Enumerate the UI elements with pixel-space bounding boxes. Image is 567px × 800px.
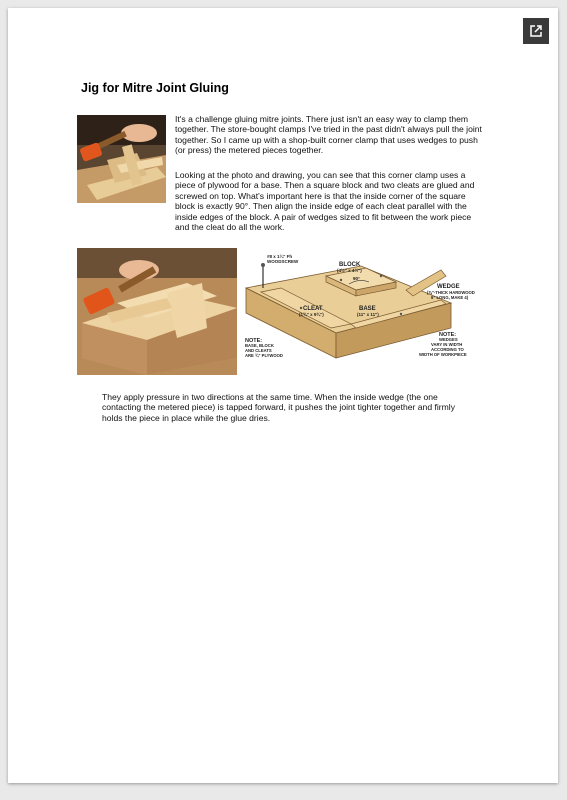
document-title: Jig for Mitre Joint Gluing <box>81 81 229 95</box>
cleat-label: CLEAT <box>303 306 323 312</box>
paragraph-intro: It's a challenge gluing mitre joints. There just isn't an easy way to clamp them together. The store-bought clamps I've tried in the past didn't always pull the joint together. So I came up with a shop-built corner clamp that uses wedges to push (or press) the metered pieces together. <box>175 114 482 156</box>
base-dimensions: (11" x 11") <box>357 312 379 317</box>
note-left-line-1: BASE, BLOCK <box>245 343 274 348</box>
jig-drawing <box>241 248 481 375</box>
note-right-line-2: VARY IN WIDTH <box>431 342 463 347</box>
wedge-label: WEDGE <box>437 284 460 290</box>
note-right-line-3: ACCORDING TO <box>431 347 464 352</box>
document-page <box>8 8 558 783</box>
photo-mallet-closeup <box>77 115 166 203</box>
external-link-icon <box>529 24 543 38</box>
block-dimensions: (4½" x 4½") <box>337 268 362 273</box>
wedge-spec-2: 6" LONG, MAKE 4) <box>431 295 469 300</box>
screw-label-line-1: #8 x 1¼" Fh <box>267 254 293 259</box>
open-external-button[interactable] <box>523 18 549 44</box>
block-label: BLOCK <box>339 262 361 268</box>
paragraph-description: Looking at the photo and drawing, you can see that this corner clamp uses a piece of plywood for a base. Then a square block and two cleats are glued and screwed on top. What's important here is that the inside corner of the square block is exactly 90°. Then align the inside edge of each cleat parallel with the inside edges of the block. A pair of wedges sized to fit between the work piece and the cleat do all the work. <box>175 170 475 233</box>
screw-label-line-2: WOODSCREW <box>267 259 299 264</box>
cleat-dimensions: (1¾" x 9¾") <box>299 312 324 317</box>
wedge-spec-1: (⅝"-THICK HARDWOOD <box>427 290 475 295</box>
note-left-line-2: AND CLEATS <box>245 348 272 353</box>
note-right-line-4: WIDTH OF WORKPIECE <box>419 352 467 357</box>
photo-jig-overview <box>77 248 237 375</box>
note-left-heading: NOTE: <box>245 338 263 344</box>
paragraph-conclusion: They apply pressure in two directions at the same time. When the inside wedge (the one contacting the metered piece) is tapped forward, it pushes the joint tighter together and firmly holds the piece in place while the glue dries. <box>102 392 456 423</box>
note-right-heading: NOTE: <box>439 332 457 338</box>
note-left-line-3: ARE ¾" PLYWOOD <box>245 353 283 358</box>
angle-label: 90° <box>353 276 360 281</box>
base-label: BASE <box>359 306 376 312</box>
note-right-line-1: WEDGES <box>439 337 458 342</box>
